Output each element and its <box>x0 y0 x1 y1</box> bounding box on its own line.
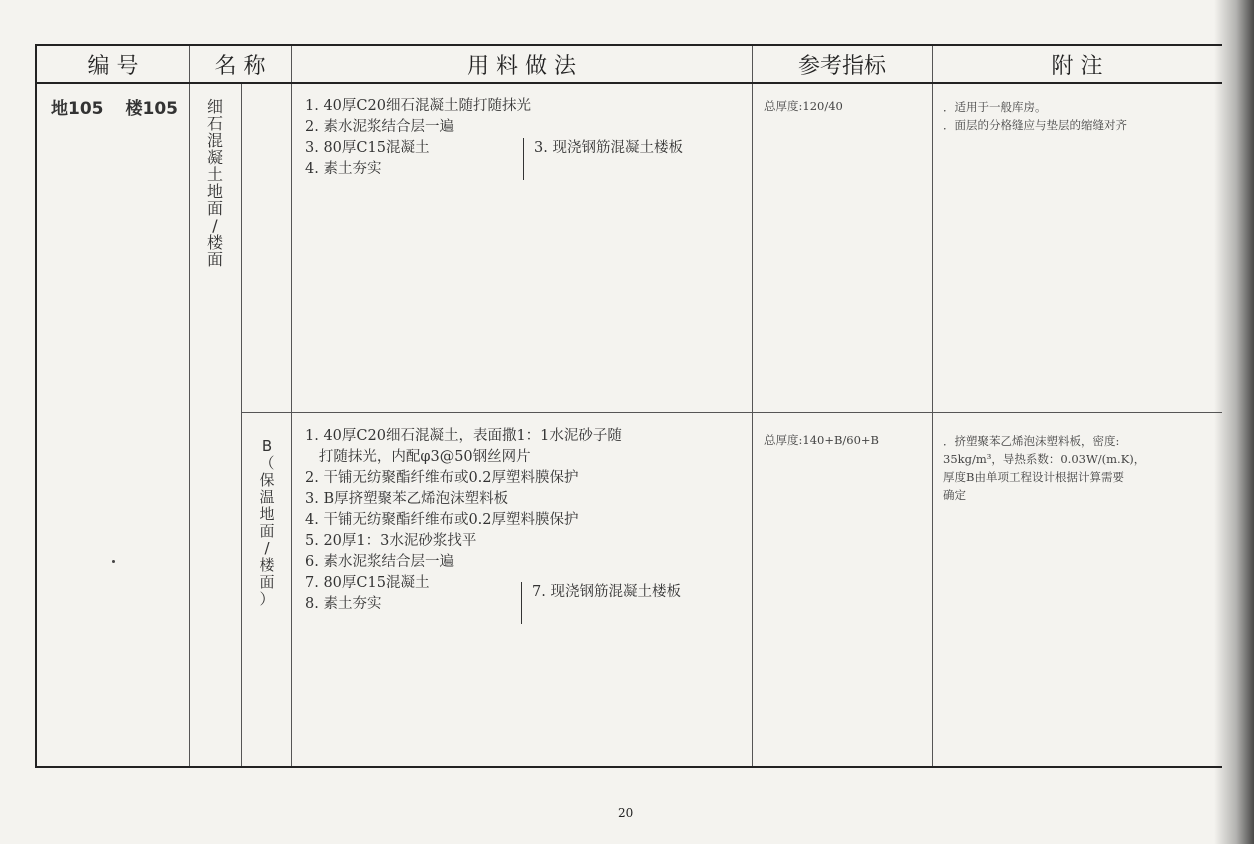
header-name: 名 称 <box>214 53 266 79</box>
construction-table <box>35 44 1222 768</box>
row2-ref: 总厚度:140+B/60+B <box>764 433 880 447</box>
step-item: 5. 20厚1：3水泥砂浆找平 <box>305 533 477 549</box>
row2-notes: ．挤塑聚苯乙烯泡沫塑料板，密度: 35kg/m³，导热系数：0.03W/(m.K)， 厚度B由单项工程设计根据计算需要 确定 <box>943 434 1146 502</box>
page-number: 20 <box>618 806 634 820</box>
step-item: 4. 素土夯实 <box>305 161 382 177</box>
step-item: 3. B厚挤塑聚苯乙烯泡沫塑料板 <box>305 491 509 507</box>
header-note: 附 注 <box>1051 53 1103 79</box>
header-ref: 参考指标 <box>797 53 886 79</box>
step-item: 1. 40厚C20细石混凝土，表面撒1：1水泥砂子随 <box>305 428 622 444</box>
variant-b-name-vertical: B （ 保 温 地 面 / 楼 面 ） <box>259 437 275 608</box>
ground-code: 地105 <box>51 99 104 119</box>
step-item: 1. 40厚C20细石混凝土随打随抹光 <box>305 98 531 114</box>
header-method: 用 料 做 法 <box>467 53 576 79</box>
item-name-vertical: 细 石 混 凝 土 地 面 / 楼 面 <box>206 97 223 269</box>
row1-floor-alternative: 3. 现浇钢筋混凝土楼板 <box>523 138 683 180</box>
row2-floor-alternative: 7. 现浇钢筋混凝土楼板 <box>521 582 681 624</box>
step-item: 2. 干铺无纺聚酯纤维布或0.2厚塑料膜保护 <box>305 470 579 486</box>
step-item: 3. 80厚C15混凝土 <box>305 140 430 156</box>
header-code: 编 号 <box>87 53 139 79</box>
row1-ref: 总厚度:120/40 <box>764 99 843 113</box>
item-code <box>51 94 200 119</box>
col-divider <box>752 46 753 766</box>
col-divider <box>932 46 933 766</box>
step-item: 8. 素土夯实 <box>305 596 382 612</box>
step-item: 7. 80厚C15混凝土 <box>305 575 430 591</box>
step-item: 打随抹光，内配φ3@50钢丝网片 <box>305 449 531 465</box>
row-divider <box>241 412 1222 413</box>
col-divider <box>241 82 242 766</box>
floor-code: 楼105 <box>125 99 178 119</box>
step-item: 4. 干铺无纺聚酯纤维布或0.2厚塑料膜保护 <box>305 512 579 528</box>
col-divider <box>189 46 190 766</box>
step-item: 6. 素水泥浆结合层一遍 <box>305 554 454 570</box>
header-rule <box>37 82 1222 84</box>
step-item: 2. 素水泥浆结合层一遍 <box>305 119 454 135</box>
row1-notes: ．适用于一般库房。 ．面层的分格缝应与垫层的缩缝对齐 <box>943 100 1127 132</box>
row1-steps <box>305 96 531 180</box>
col-divider <box>291 46 292 766</box>
scan-speck <box>112 560 115 563</box>
